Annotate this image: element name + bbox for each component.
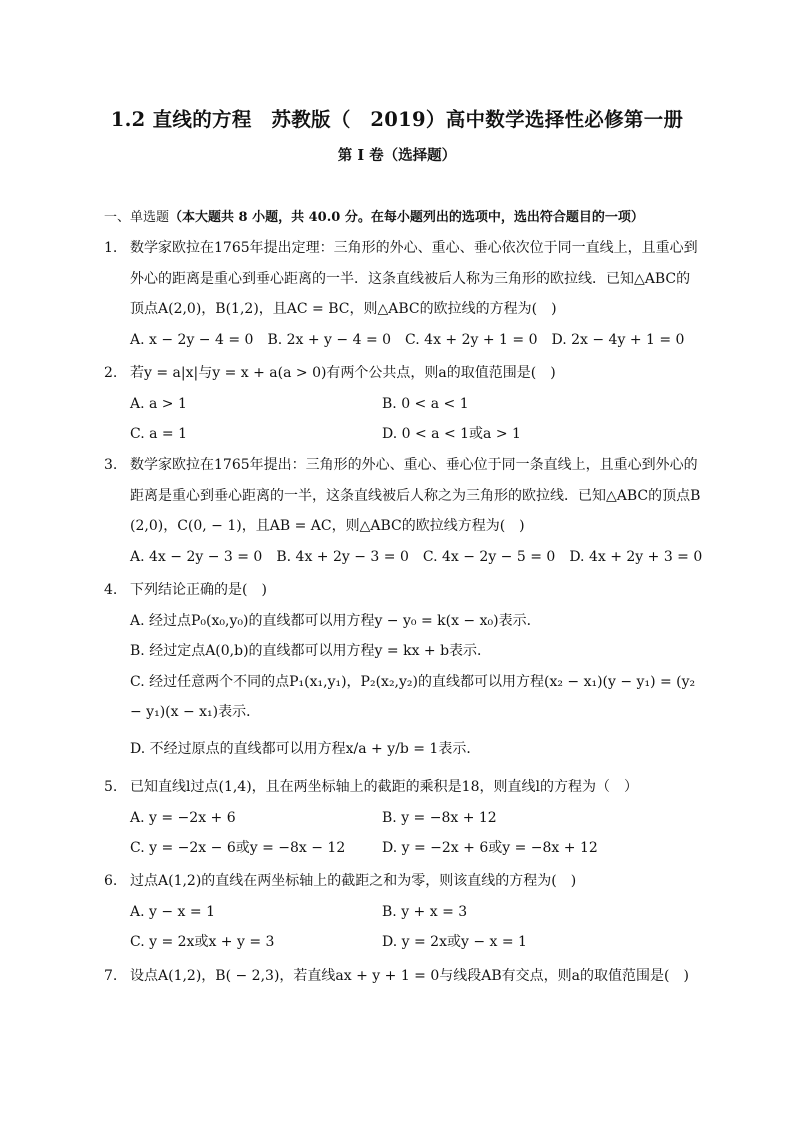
question-text-line: (2,0)，C(0, − 1)，且AB = AC，则△ABC的欧拉线方程为( ) bbox=[130, 518, 525, 534]
option-a: A. y − x = 1 bbox=[130, 903, 215, 920]
document-title: 1.2 直线的方程 苏教版（ 2019）高中数学选择性必修第一册 bbox=[110, 108, 684, 131]
option-a: A. 4x − 2y − 3 = 0 bbox=[130, 548, 263, 565]
option-d: D. 4x + 2y + 3 = 0 bbox=[569, 548, 703, 565]
option-d: D. y = −2x + 6或y = −8x + 12 bbox=[382, 840, 598, 856]
option-c: C. 经过任意两个不同的点P₁(x₁,y₁)，P₂(x₂,y₂)的直线都可以用方程(x₂ − x₁)(y − y₁) = (y₂ bbox=[130, 673, 696, 690]
question-number: 2. bbox=[104, 365, 118, 381]
option-a: A. x − 2y − 4 = 0 bbox=[130, 331, 254, 348]
option-b: B. 0 < a < 1 bbox=[382, 395, 469, 412]
option-d: D. 不经过原点的直线都可以用方程x/a + y/b = 1表示． bbox=[130, 740, 481, 757]
question-text-line: 距离是重心到垂心距离的一半，这条直线被后人称之为三角形的欧拉线．已知△ABC的顶点B bbox=[130, 487, 701, 504]
question-number: 1. bbox=[104, 240, 118, 256]
question-number: 6. bbox=[104, 873, 118, 889]
question-7 bbox=[104, 961, 694, 992]
option-c: C. 4x − 2y − 5 = 0 bbox=[422, 548, 556, 565]
question-5 bbox=[104, 772, 694, 864]
question-3 bbox=[104, 450, 703, 572]
question-text-line: 顶点A(2,0)，B(1,2)，且AC = BC，则△ABC的欧拉线的方程为( ) bbox=[130, 301, 557, 317]
question-number: 3. bbox=[104, 457, 118, 473]
question-1 bbox=[104, 233, 698, 355]
question-text-line: 下列结论正确的是( ) bbox=[130, 582, 267, 598]
section-prefix: 一、单选题 bbox=[104, 210, 170, 225]
option-c-continued: − y₁)(x − x₁)表示． bbox=[130, 704, 261, 720]
question-2 bbox=[104, 358, 694, 450]
option-c: C. y = −2x − 6或y = −8x − 12 bbox=[130, 840, 346, 856]
option-c: C. a = 1 bbox=[130, 426, 187, 442]
option-d: D. y = 2x或y − x = 1 bbox=[382, 934, 527, 950]
question-number: 7. bbox=[104, 968, 118, 984]
option-a: A. a > 1 bbox=[130, 395, 187, 412]
option-c: C. y = 2x或x + y = 3 bbox=[130, 934, 275, 950]
option-b: B. y + x = 3 bbox=[382, 903, 468, 920]
question-text-line: 数学家欧拉在1765年提出：三角形的外心、重心、垂心位于同一条直线上，且重心到外心的 bbox=[130, 457, 698, 473]
question-4 bbox=[104, 575, 694, 764]
option-b: B. 4x + 2y − 3 = 0 bbox=[276, 548, 409, 565]
option-d: D. 0 < a < 1或a > 1 bbox=[382, 426, 521, 442]
question-6 bbox=[104, 866, 694, 958]
option-b: B. 经过定点A(0,b)的直线都可以用方程y = kx + b表示． bbox=[130, 643, 492, 659]
option-a: A. y = −2x + 6 bbox=[130, 809, 236, 826]
section-heading bbox=[104, 206, 644, 225]
question-number: 5. bbox=[104, 779, 118, 795]
option-a: A. 经过点P₀(x₀,y₀)的直线都可以用方程y − y₀ = k(x − x₀)表示． bbox=[130, 612, 541, 629]
section-note: （本大题共 8 小题，共 40.0 分。在每小题列出的选项中，选出符合题目的一项） bbox=[169, 210, 644, 225]
question-number: 4. bbox=[104, 582, 118, 598]
option-d: D. 2x − 4y + 1 = 0 bbox=[551, 331, 685, 348]
question-text-line: 已知直线l过点(1,4)，且在两坐标轴上的截距的乘积是18，则直线l的方程为（ ） bbox=[130, 779, 638, 795]
question-text-line: 外心的距离是重心到垂心距离的一半．这条直线被后人称为三角形的欧拉线．已知△ABC的 bbox=[130, 270, 691, 287]
question-text-line: 过点A(1,2)的直线在两坐标轴上的截距之和为零，则该直线的方程为( ) bbox=[130, 873, 577, 889]
option-b: B. 2x + y − 4 = 0 bbox=[267, 331, 392, 348]
question-text-line: 设点A(1,2)，B( − 2,3)，若直线ax + y + 1 = 0与线段AB有交点，则a的取值范围是( ) bbox=[130, 968, 689, 984]
option-c: C. 4x + 2y + 1 = 0 bbox=[405, 331, 538, 348]
question-text-line: 若y = a|x|与y = x + a(a > 0)有两个公共点，则a的取值范围是( ) bbox=[130, 365, 556, 381]
document-subtitle: 第 I 卷（选择题） bbox=[337, 147, 457, 164]
option-b: B. y = −8x + 12 bbox=[382, 809, 497, 826]
question-text-line: 数学家欧拉在1765年提出定理：三角形的外心、重心、垂心依次位于同一直线上，且重心到 bbox=[130, 240, 698, 256]
